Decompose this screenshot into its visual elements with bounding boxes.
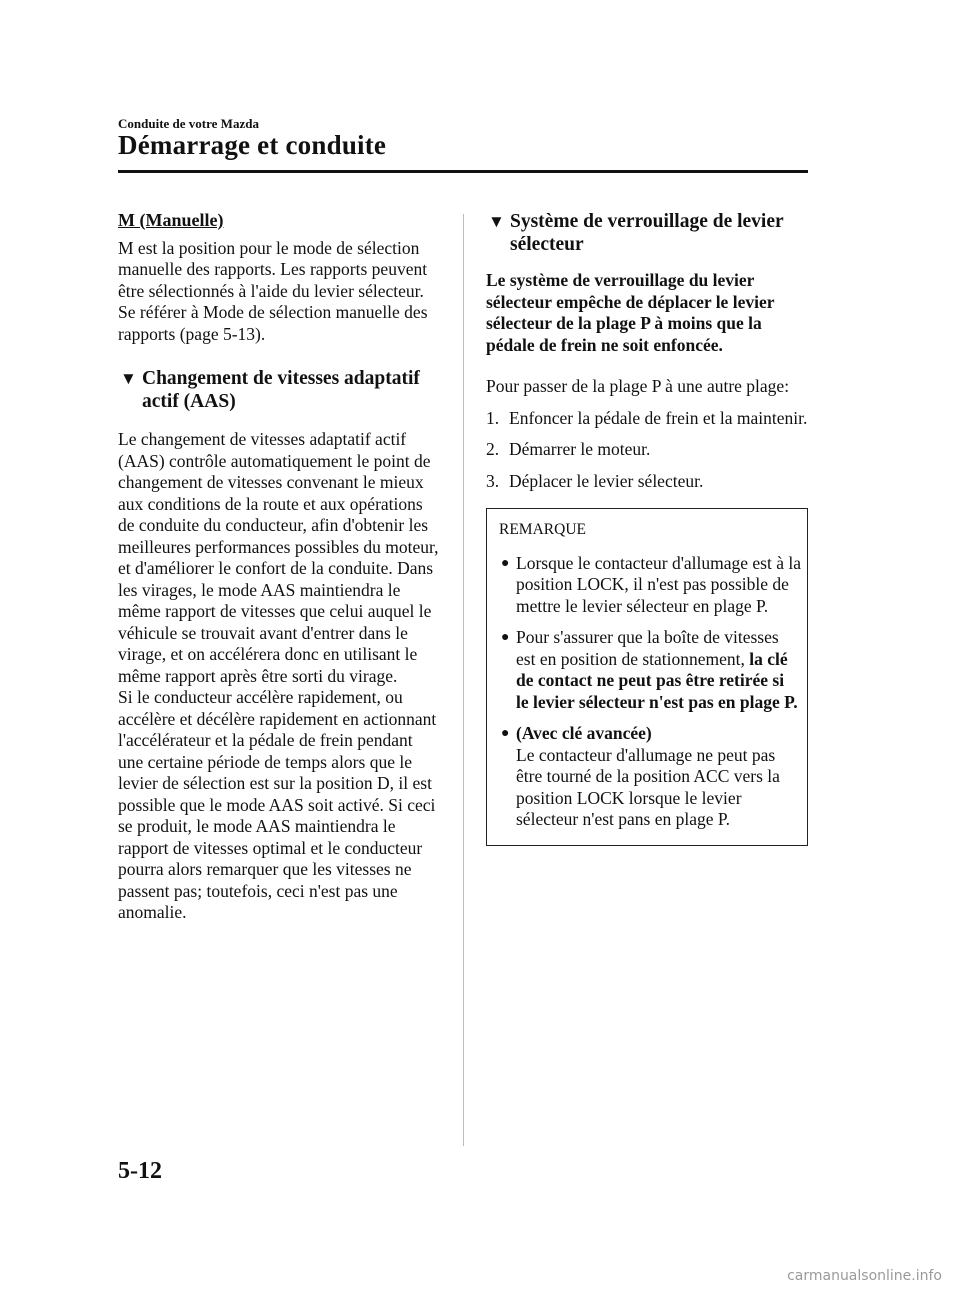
- header-rule: [118, 170, 808, 173]
- manual-title: M (Manuelle): [118, 210, 224, 230]
- step-text: Déplacer le levier sélecteur.: [509, 470, 704, 491]
- step-number: 2.: [486, 439, 500, 459]
- step-item: [486, 471, 808, 493]
- note-bullet-bold: (Avec clé avancée): [516, 723, 652, 743]
- step-number: 1.: [486, 407, 500, 428]
- step-item: [486, 439, 808, 461]
- note-bullet: [493, 723, 801, 831]
- step-number: 3.: [486, 470, 500, 491]
- note-bullet: [493, 627, 801, 713]
- aas-heading-text: Changement de vitesses adaptatif actif (AAS): [142, 368, 420, 412]
- note-bullet-text: Pour s'assurer que la boîte de vitesses est en position de stationnement,: [516, 627, 779, 669]
- note-bullet-text: Lorsque le contacteur d'allumage est à la position LOCK, il n'est pas possible de mettre le levier sélecteur en plage P.: [516, 552, 801, 616]
- watermark: carmanualsonline.info: [787, 1268, 942, 1284]
- column-divider: [463, 214, 464, 1146]
- note-bullet-bold: la clé de contact ne peut pas être retirée si le levier sélecteur n'est pas en plage P.: [516, 648, 798, 712]
- section-label: Conduite de votre Mazda: [118, 116, 259, 131]
- note-box: [486, 508, 808, 846]
- lock-text: Pour passer de la plage P à une autre plage:: [486, 376, 790, 396]
- note-bullet: [493, 553, 801, 618]
- aas-heading: [118, 367, 440, 413]
- step-text: Démarrer le moteur.: [509, 439, 651, 459]
- aas-text-1: Le changement de vitesses adaptatif actif (AAS) contrôle automatiquement le point de changement de vitesses convenant le mieux aux conditions de la route et aux opérations de conduite du conducteur, afin d'obtenir les meilleures performances possibles du moteur, et d'améliorer le confort de la conduite. Dans les virages, le mode AAS maintiendra le même rapport de vitesses que celui auquel le véhicule se trouvait avant d'entrer dans le virage, et on accélérera donc en utilisant le même rapport après être sorti du virage.: [118, 429, 439, 686]
- manual-ref: Se référer à Mode de sélection manuelle des rapports (page 5-13).: [118, 302, 428, 344]
- page-number: 5-12: [118, 1158, 162, 1184]
- bullet-icon: ●: [501, 555, 510, 571]
- lock-heading: [486, 210, 808, 256]
- chapter-title: Démarrage et conduite: [118, 130, 387, 160]
- bullet-icon: ●: [501, 630, 510, 645]
- aas-text-2: Si le conducteur accélère rapidement, ou accélère et décélère rapidement en actionnant l'accélérateur et la pédale de frein pendant une certaine période de temps alors que le levier de sélection est sur la position D, il est possible que le mode AAS soit activé. Si ceci se produit, le mode AAS maintiendra le rapport de vitesses optimal et le conducteur pourra alors remarquer que les vitesses ne passent pas; toutefois, ceci n'est pas une anomalie.: [118, 687, 437, 922]
- note-bullet-text: Le contacteur d'allumage ne peut pas être tourné de la position ACC vers la position LOCK lorsque le levier sélecteur n'est pans en plage P.: [516, 744, 780, 829]
- right-column: [486, 210, 808, 846]
- triangle-down-icon: ▼: [120, 369, 137, 388]
- step-item: [486, 408, 808, 430]
- bullet-icon: ●: [501, 726, 510, 741]
- note-title: REMARQUE: [499, 521, 586, 538]
- triangle-down-icon: ▼: [488, 212, 505, 231]
- manual-text: M est la position pour le mode de sélection manuelle des rapports. Les rapports peuvent être sélectionnés à l'aide du levier sélecteur.: [118, 237, 428, 301]
- left-column: [118, 210, 440, 924]
- lock-heading-text: Système de verrouillage de levier sélecteur: [510, 211, 784, 255]
- lock-intro: Le système de verrouillage du levier sélecteur empêche de déplacer le levier sélecteur de la plage P à moins que la pédale de frein ne soit enfoncée.: [486, 270, 775, 355]
- step-text: Enfoncer la pédale de frein et la maintenir.: [509, 407, 808, 428]
